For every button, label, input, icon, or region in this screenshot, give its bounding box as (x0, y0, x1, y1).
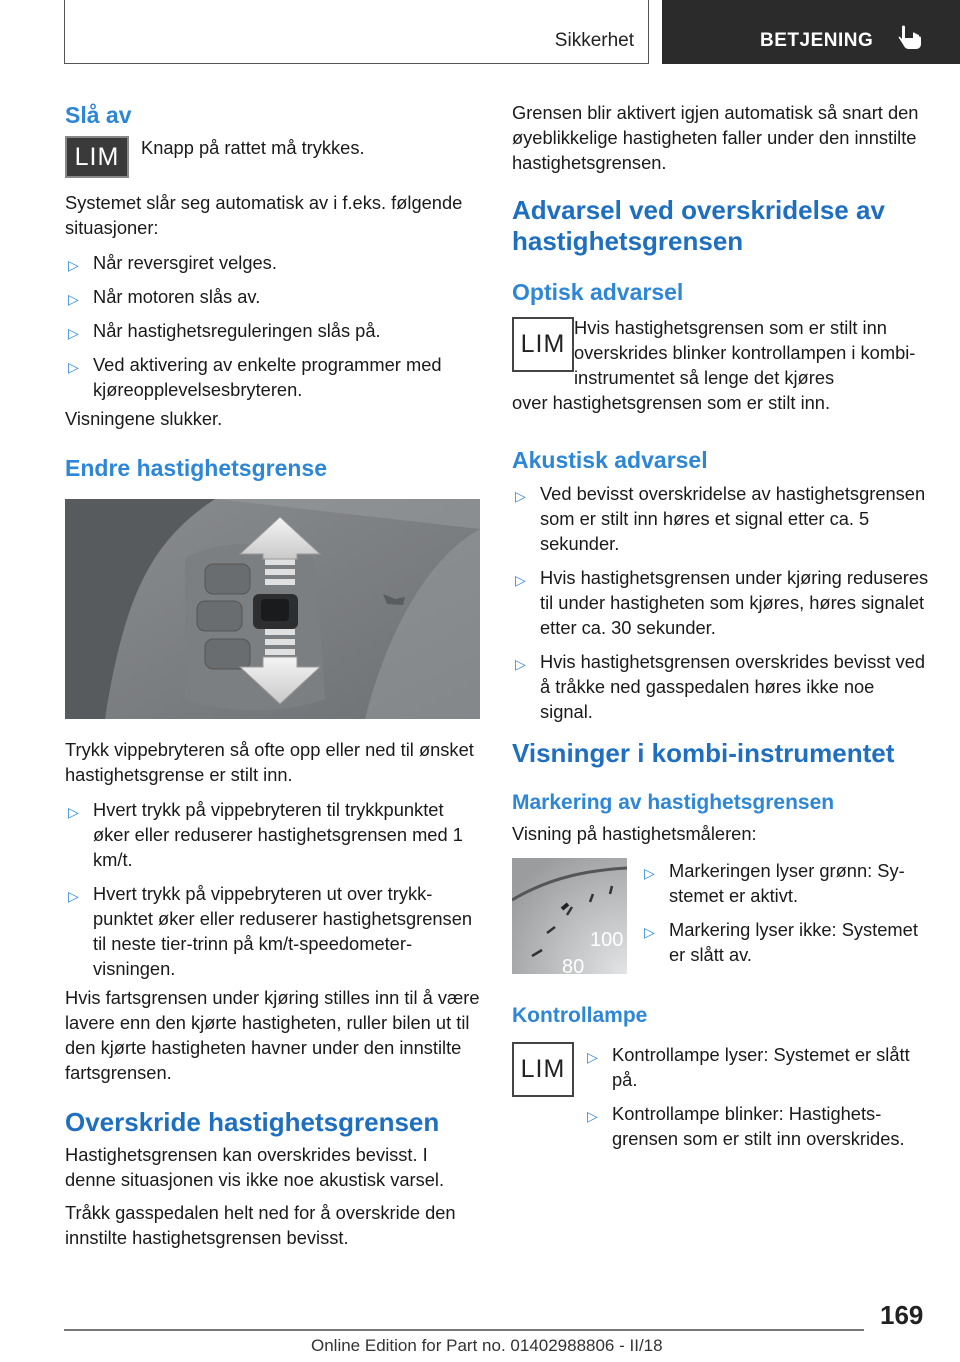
right-column (512, 100, 930, 1160)
heading-overskride: Overskride hastighetsgrensen (65, 1107, 440, 1137)
markering-row (512, 858, 930, 976)
list-item: ▷ Når motoren slås av. (65, 284, 480, 309)
header-section-title: Sikkerhet (554, 30, 634, 51)
list-item: ▷ Når hastighetsreguleringen slås på. (65, 318, 480, 343)
list-item: ▷ Ved bevisst overskridelse av hastighetsgrensen som er stilt inn høres et signal etter ca. 5 sekunder. (515, 483, 926, 554)
heading-akustisk: Akustisk advarsel (512, 447, 708, 473)
endre-list (65, 797, 480, 981)
page-number: 169 (880, 1300, 924, 1330)
markering-list (641, 858, 930, 976)
markering-intro: Visning på hastighetsmåleren: (512, 823, 757, 844)
footer-edition: Online Edition for Part no. 01402988806 - II/18 (311, 1336, 663, 1355)
speedometer-image (512, 858, 627, 974)
heading-slaa-av: Slå av (65, 102, 132, 128)
lim-button-icon (65, 136, 129, 178)
footer-divider (64, 1329, 864, 1331)
list-item: ▷ Hvis hastighetsgrensen overskrides bevisst ved å tråkke ned gasspedalen høres ikke noe signal. (515, 651, 926, 722)
heading-kontrollampe: Kontrollampe (512, 1004, 648, 1027)
header-section-box (64, 0, 649, 64)
triangle-bullet-icon: ▷ (644, 865, 655, 881)
optisk-row (512, 315, 930, 390)
triangle-bullet-icon: ▷ (68, 359, 79, 375)
lim-indicator-label-2: LIM (520, 1055, 566, 1083)
heading-endre: Endre hastighetsgrense (65, 455, 328, 481)
header-chapter-box (662, 0, 960, 64)
list-item: ▷ Hvert trykk på vippebryteren ut over trykkpunktet øker eller reduserer hastighetsgrensen til neste tier-trinn på km/t-speedometervisningen. (68, 883, 473, 979)
triangle-bullet-icon: ▷ (68, 291, 79, 307)
slaa-av-list (65, 250, 480, 402)
overskride-text2: Tråkk gasspedalen helt ned for å overskride den innstilte hastighetsgrensen bevisst. (65, 1202, 456, 1248)
triangle-bullet-icon: ▷ (515, 488, 526, 504)
optisk-text: Hvis hastighetsgrensen som er stilt inn overskrides blinker kontrollampen i kombi-instrumentet så lenge det kjøres (574, 317, 916, 388)
lim-indicator-label: LIM (520, 330, 566, 358)
slaa-av-intro: Systemet slår seg automatisk av i f.eks. følgende situasjoner: (65, 192, 463, 238)
kontrollampe-row (512, 1042, 930, 1160)
gauge-label-80: 80 (562, 956, 585, 974)
overskride-text1: Hastighetsgrensen kan overskrides bevisst. I denne situasjonen vis ikke noe akustisk varsel. (65, 1144, 445, 1190)
heading-advarsel: Advarsel ved overskridelse av hastighetsgrensen (512, 195, 885, 256)
list-item: ▷ Hvert trykk på vippebryteren til trykkpunktet øker eller reduserer hastighetsgrensen med 1 km/t. (68, 799, 463, 870)
right-intro: Grensen blir aktivert igjen automatisk så snart den øyeblikkelige hastigheten faller under den innstilte hastighetsgrensen. (512, 102, 919, 173)
optisk-tail: over hastighetsgrensen som er stilt inn. (512, 392, 831, 413)
gauge-label-100: 100 (590, 929, 624, 951)
triangle-bullet-icon: ▷ (644, 924, 655, 940)
list-item: ▷ Markering lyser ikke: Systemet er slått av. (644, 919, 918, 965)
triangle-bullet-icon: ▷ (515, 572, 526, 588)
triangle-bullet-icon: ▷ (68, 325, 79, 341)
triangle-bullet-icon: ▷ (515, 656, 526, 672)
slaa-av-outro: Visningene slukker. (65, 408, 223, 429)
akustisk-list (512, 481, 930, 724)
lim-indicator-icon-2 (512, 1042, 574, 1097)
list-item: ▷ Kontrollampe blinker: Hastighetsgrensen som er stilt inn overskrides. (587, 1103, 905, 1149)
triangle-bullet-icon: ▷ (68, 888, 79, 904)
list-item: ▷ Ved aktivering av enkelte programmer med kjøreopplevelsesbryteren. (68, 354, 442, 400)
triangle-bullet-icon: ▷ (68, 804, 79, 820)
endre-text2: Hvis fartsgrensen under kjøring stilles inn til å være lavere enn den kjørte hastigheten, ruller bilen ut til den kjørte hastigheten havner under den innstilte fartsgrensen. (65, 987, 480, 1083)
list-item: ▷ Kontrollampe lyser: Systemet er slått på. (587, 1044, 910, 1090)
left-column (65, 100, 480, 1258)
lim-button-row (65, 136, 480, 178)
triangle-bullet-icon: ▷ (68, 257, 79, 273)
pointing-hand-icon (898, 24, 924, 50)
triangle-bullet-icon: ▷ (587, 1049, 598, 1065)
heading-markering: Markering av hastighetsgrensen (512, 791, 835, 814)
triangle-bullet-icon: ▷ (587, 1108, 598, 1124)
list-item: ▷ Hvis hastighetsgrensen under kjøring reduseres til under hastigheten som kjøres, høres signalet etter ca. 30 sekunder. (515, 567, 929, 638)
lim-button-text: Knapp på rattet må trykkes. (141, 137, 365, 158)
heading-visninger: Visninger i kombi-instrumentet (512, 738, 895, 768)
endre-text1: Trykk vippebryteren så ofte opp eller ned til ønsket hastighetsgrense er stilt inn. (65, 739, 474, 785)
lim-button-label: LIM (74, 142, 120, 171)
list-item: ▷ Markeringen lyser grønn: Systemet er aktivt. (644, 860, 905, 906)
lim-indicator-icon (512, 317, 574, 372)
kontrollampe-list (584, 1042, 930, 1160)
header-chapter-title: BETJENING (760, 30, 874, 51)
steering-wheel-rocker-photo (65, 499, 480, 719)
heading-optisk: Optisk advarsel (512, 279, 684, 305)
list-item: ▷ Når reversgiret velges. (65, 250, 480, 275)
